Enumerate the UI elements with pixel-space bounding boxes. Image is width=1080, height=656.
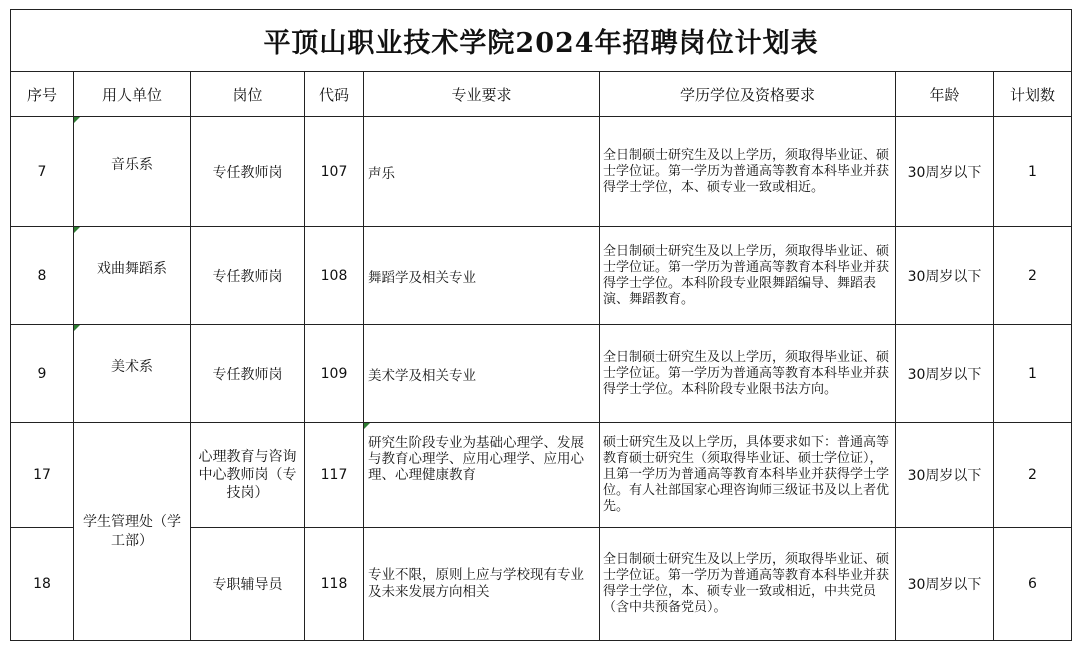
cell-education: 硕士研究生及以上学历，具体要求如下：普通高等教育硕士研究生（须取得毕业证、硕士学位证），且第一学历为普通高等教育本科毕业并获得学士学位。有人社部国家心理咨询师三级证书及以上者优先。 bbox=[600, 423, 896, 528]
cell-position: 心理教育与咨询中心教师岗（专技岗） bbox=[191, 423, 305, 528]
cell-count: 2 bbox=[994, 423, 1072, 528]
cell-code: 118 bbox=[305, 528, 364, 641]
table-row bbox=[11, 117, 1072, 227]
recruitment-table bbox=[10, 9, 1072, 641]
cell-age: 30周岁以下 bbox=[896, 227, 994, 325]
comment-marker-icon bbox=[74, 117, 80, 123]
header-count: 计划数 bbox=[994, 72, 1072, 117]
page-title: 平顶山职业技术学院2024年招聘岗位计划表 bbox=[11, 10, 1072, 72]
cell-education: 全日制硕士研究生及以上学历，须取得毕业证、硕士学位证。第一学历为普通高等教育本科毕业并获得学士学位，本、硕专业一致或相近。 bbox=[600, 117, 896, 227]
cell-unit bbox=[74, 325, 191, 423]
cell-age: 30周岁以下 bbox=[896, 423, 994, 528]
comment-marker-icon bbox=[364, 423, 370, 429]
cell-unit: 学生管理处（学工部） bbox=[74, 423, 191, 641]
cell-position: 专职辅导员 bbox=[191, 528, 305, 641]
cell-seq: 8 bbox=[11, 227, 74, 325]
cell-count: 6 bbox=[994, 528, 1072, 641]
header-major: 专业要求 bbox=[364, 72, 600, 117]
cell-code: 117 bbox=[305, 423, 364, 528]
cell-age: 30周岁以下 bbox=[896, 117, 994, 227]
header-row bbox=[11, 72, 1072, 117]
cell-position: 专任教师岗 bbox=[191, 325, 305, 423]
cell-count: 1 bbox=[994, 325, 1072, 423]
cell-unit-text: 戏曲舞蹈系 bbox=[97, 260, 167, 277]
cell-unit-text: 音乐系 bbox=[111, 156, 153, 173]
cell-major bbox=[364, 423, 600, 528]
cell-age: 30周岁以下 bbox=[896, 325, 994, 423]
table-row bbox=[11, 423, 1072, 528]
table-row bbox=[11, 227, 1072, 325]
cell-code: 108 bbox=[305, 227, 364, 325]
cell-major-text: 研究生阶段专业为基础心理学、发展与教育心理学、应用心理学、应用心理、心理健康教育 bbox=[368, 435, 584, 483]
cell-position: 专任教师岗 bbox=[191, 117, 305, 227]
comment-marker-icon bbox=[74, 325, 80, 331]
cell-education: 全日制硕士研究生及以上学历，须取得毕业证、硕士学位证。第一学历为普通高等教育本科毕业并获得学士学位。本科阶段专业限书法方向。 bbox=[600, 325, 896, 423]
cell-major: 舞蹈学及相关专业 bbox=[364, 227, 600, 325]
header-education: 学历学位及资格要求 bbox=[600, 72, 896, 117]
cell-unit bbox=[74, 117, 191, 227]
cell-education: 全日制硕士研究生及以上学历，须取得毕业证、硕士学位证。第一学历为普通高等教育本科毕业并获得学士学位。本科阶段专业限舞蹈编导、舞蹈表演、舞蹈教育。 bbox=[600, 227, 896, 325]
cell-major: 美术学及相关专业 bbox=[364, 325, 600, 423]
cell-seq: 17 bbox=[11, 423, 74, 528]
cell-unit-text: 美术系 bbox=[111, 358, 153, 375]
header-unit: 用人单位 bbox=[74, 72, 191, 117]
cell-major: 专业不限，原则上应与学校现有专业及未来发展方向相关 bbox=[364, 528, 600, 641]
cell-age: 30周岁以下 bbox=[896, 528, 994, 641]
cell-seq: 9 bbox=[11, 325, 74, 423]
cell-code: 107 bbox=[305, 117, 364, 227]
table-row bbox=[11, 325, 1072, 423]
cell-education: 全日制硕士研究生及以上学历，须取得毕业证、硕士学位证。第一学历为普通高等教育本科毕业并获得学士学位，本、硕专业一致或相近，中共党员（含中共预备党员）。 bbox=[600, 528, 896, 641]
comment-marker-icon bbox=[74, 227, 80, 233]
header-seq: 序号 bbox=[11, 72, 74, 117]
header-code: 代码 bbox=[305, 72, 364, 117]
header-age: 年龄 bbox=[896, 72, 994, 117]
cell-seq: 7 bbox=[11, 117, 74, 227]
cell-count: 2 bbox=[994, 227, 1072, 325]
cell-position: 专任教师岗 bbox=[191, 227, 305, 325]
cell-seq: 18 bbox=[11, 528, 74, 641]
header-position: 岗位 bbox=[191, 72, 305, 117]
cell-code: 109 bbox=[305, 325, 364, 423]
cell-unit bbox=[74, 227, 191, 325]
cell-major: 声乐 bbox=[364, 117, 600, 227]
cell-count: 1 bbox=[994, 117, 1072, 227]
